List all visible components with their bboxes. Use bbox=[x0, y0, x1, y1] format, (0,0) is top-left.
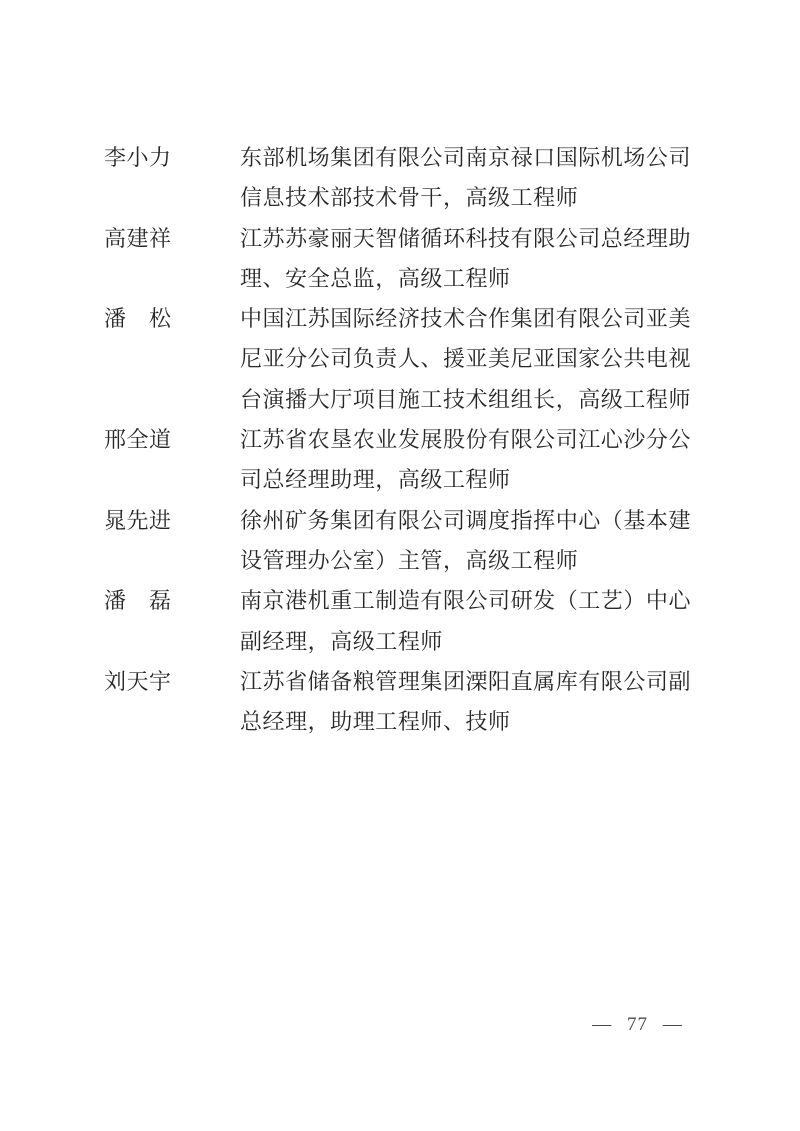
description-line: 信息技术部技术骨干，高级工程师 bbox=[240, 185, 579, 211]
name-character: 高 bbox=[104, 225, 127, 251]
person-name bbox=[104, 420, 171, 460]
description-line: 总经理，助理工程师、技师 bbox=[240, 709, 511, 735]
person-name bbox=[104, 299, 171, 339]
name-character: 祥 bbox=[148, 225, 171, 251]
name-character: 邢 bbox=[104, 427, 127, 453]
list-item bbox=[104, 299, 696, 420]
person-description bbox=[240, 420, 691, 501]
description-line: 尼亚分公司负责人、援亚美尼亚国家公共电视 bbox=[240, 346, 692, 372]
person-name bbox=[104, 581, 171, 621]
name-character: 李 bbox=[104, 145, 127, 170]
person-name bbox=[104, 138, 171, 178]
personnel-list bbox=[104, 138, 696, 742]
description-line: 东部机场集团有限公司南京禄口国际机场公司 bbox=[240, 145, 692, 170]
description-line: 南京港机重工制造有限公司研发（工艺）中心 bbox=[240, 588, 692, 614]
list-item bbox=[104, 219, 696, 300]
name-character: 磊 bbox=[148, 588, 171, 614]
description-line: 江苏苏豪丽天智储循环科技有限公司总经理助 bbox=[240, 225, 692, 251]
person-description bbox=[240, 662, 691, 743]
description-line: 设管理办公室）主管，高级工程师 bbox=[240, 547, 579, 573]
name-character: 力 bbox=[148, 145, 171, 170]
name-character: 全 bbox=[126, 427, 149, 453]
description-line: 副经理，高级工程师 bbox=[240, 628, 443, 654]
name-character: 潘 bbox=[104, 306, 127, 332]
name-character: 道 bbox=[148, 427, 171, 453]
person-name bbox=[104, 662, 171, 702]
description-line: 理、安全总监，高级工程师 bbox=[240, 265, 511, 291]
name-character: 进 bbox=[148, 507, 171, 533]
person-description bbox=[240, 501, 691, 582]
description-line: 江苏省储备粮管理集团溧阳直属库有限公司副 bbox=[240, 668, 692, 694]
name-character: 先 bbox=[126, 507, 149, 533]
description-line: 中国江苏国际经济技术合作集团有限公司亚美 bbox=[240, 306, 692, 332]
name-character: 晁 bbox=[104, 507, 127, 533]
list-item bbox=[104, 662, 696, 743]
name-character: 建 bbox=[126, 225, 149, 251]
name-character: 潘 bbox=[104, 588, 127, 614]
list-item bbox=[104, 501, 696, 582]
name-character: 天 bbox=[126, 668, 149, 694]
name-character: 小 bbox=[126, 145, 149, 170]
person-name bbox=[104, 501, 171, 541]
list-item bbox=[104, 420, 696, 501]
description-line: 司总经理助理，高级工程师 bbox=[240, 467, 511, 493]
person-description bbox=[240, 299, 691, 420]
description-line: 江苏省农垦农业发展股份有限公司江心沙分公 bbox=[240, 427, 692, 453]
list-item bbox=[104, 581, 696, 662]
description-line: 徐州矿务集团有限公司调度指挥中心（基本建 bbox=[240, 507, 692, 533]
person-name bbox=[104, 219, 171, 259]
name-character: 宇 bbox=[148, 668, 171, 694]
person-description bbox=[240, 219, 691, 300]
description-line: 台演播大厅项目施工技术组组长，高级工程师 bbox=[240, 386, 692, 412]
person-description bbox=[240, 138, 691, 219]
name-character: 松 bbox=[148, 306, 171, 332]
list-item bbox=[104, 138, 696, 219]
page-number: — 77 — bbox=[592, 1014, 683, 1035]
name-character: 刘 bbox=[104, 668, 127, 694]
person-description bbox=[240, 581, 691, 662]
